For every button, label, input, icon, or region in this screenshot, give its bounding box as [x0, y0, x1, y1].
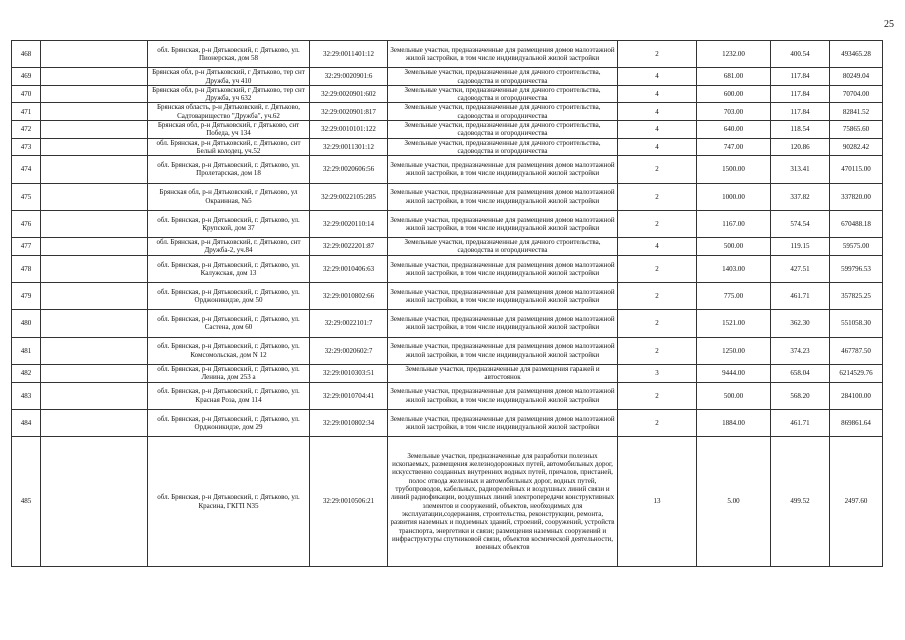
area-cell: 500.00: [697, 382, 771, 409]
table-row: [12, 156, 883, 183]
registry-body: [12, 41, 883, 567]
address-cell: обл. Брянская, р-н Дятьковский, г. Дятьково, ул. Комсомольская, дом N 12: [148, 337, 310, 364]
address-cell: обл. Брянская, р-н Дятьковский, г. Дятьково, ул. Пролетарская, дом 18: [148, 156, 310, 183]
specific-value-cell: 337.82: [771, 183, 830, 210]
cadastral-number-cell: 32:29:0011401:12: [310, 41, 388, 68]
blank-cell: [41, 85, 148, 103]
permitted-use-cell: Земельные участки, предназначенные для размещения домов малоэтажной жилой застройки, в том числе индивидуальной жилой застройки: [388, 337, 618, 364]
blank-cell: [41, 364, 148, 382]
cadastral-number-cell: 32:29:0010506:21: [310, 437, 388, 567]
use-group-cell: 4: [618, 103, 697, 121]
permitted-use-cell: Земельные участки, предназначенные для размещения домов малоэтажной жилой застройки, в том числе индивидуальной жилой застройки: [388, 255, 618, 282]
permitted-use-cell: Земельные участки, предназначенные для дачного строительства, садоводства и огородничества: [388, 85, 618, 103]
row-number-cell: 482: [12, 364, 41, 382]
blank-cell: [41, 409, 148, 436]
blank-cell: [41, 310, 148, 337]
cadastral-number-cell: 32:29:0020901:6: [310, 68, 388, 86]
address-cell: Брянская обл, р-н Дятьковский, г Дятьково, тер снт Дружба, уч 632: [148, 85, 310, 103]
table-row: [12, 238, 883, 256]
cadastral-number-cell: 32:29:0010406:63: [310, 255, 388, 282]
use-group-cell: 2: [618, 382, 697, 409]
use-group-cell: 2: [618, 337, 697, 364]
table-row: [12, 337, 883, 364]
cadastral-value-cell: 90282.42: [830, 138, 883, 156]
area-cell: 747.00: [697, 138, 771, 156]
cadastral-value-cell: 470115.00: [830, 156, 883, 183]
row-number-cell: 478: [12, 255, 41, 282]
cadastral-value-cell: 599796.53: [830, 255, 883, 282]
permitted-use-cell: Земельные участки, предназначенные для дачного строительства, садоводства и огородничества: [388, 238, 618, 256]
table-row: [12, 382, 883, 409]
blank-cell: [41, 103, 148, 121]
cadastral-number-cell: 32:29:0022101:7: [310, 310, 388, 337]
specific-value-cell: 499.52: [771, 437, 830, 567]
area-cell: 703.00: [697, 103, 771, 121]
row-number-cell: 480: [12, 310, 41, 337]
table-row: [12, 409, 883, 436]
blank-cell: [41, 138, 148, 156]
use-group-cell: 13: [618, 437, 697, 567]
row-number-cell: 474: [12, 156, 41, 183]
specific-value-cell: 120.86: [771, 138, 830, 156]
table-row: [12, 310, 883, 337]
area-cell: 640.00: [697, 121, 771, 139]
table-row: [12, 138, 883, 156]
table-row: [12, 68, 883, 86]
specific-value-cell: 374.23: [771, 337, 830, 364]
row-number-cell: 471: [12, 103, 41, 121]
area-cell: 1167.00: [697, 210, 771, 237]
use-group-cell: 4: [618, 85, 697, 103]
row-number-cell: 485: [12, 437, 41, 567]
permitted-use-cell: Земельные участки, предназначенные для размещения домов малоэтажной жилой застройки, в том числе индивидуальной жилой застройки: [388, 283, 618, 310]
blank-cell: [41, 255, 148, 282]
blank-cell: [41, 238, 148, 256]
use-group-cell: 4: [618, 68, 697, 86]
area-cell: 775.00: [697, 283, 771, 310]
cadastral-value-cell: 337820.00: [830, 183, 883, 210]
row-number-cell: 484: [12, 409, 41, 436]
table-row: [12, 121, 883, 139]
address-cell: обл. Брянская, р-н Дятьковский, г. Дятьково, ул. Крупской, дом 37: [148, 210, 310, 237]
specific-value-cell: 461.71: [771, 283, 830, 310]
area-cell: 600.00: [697, 85, 771, 103]
use-group-cell: 3: [618, 364, 697, 382]
address-cell: обл. Брянская, р-н Дятьковский, г. Дятьково, ул. Красная Роза, дом 114: [148, 382, 310, 409]
blank-cell: [41, 156, 148, 183]
cadastral-value-cell: 357825.25: [830, 283, 883, 310]
address-cell: обл. Брянская, р-н Дятьковский, г. Дятьково, снт Белый колодец, уч.52: [148, 138, 310, 156]
table-row: [12, 183, 883, 210]
page-number: 25: [884, 19, 894, 30]
area-cell: 1000.00: [697, 183, 771, 210]
use-group-cell: 4: [618, 238, 697, 256]
permitted-use-cell: Земельные участки, предназначенные для размещения домов малоэтажной жилой застройки, в том числе индивидуальной жилой застройки: [388, 210, 618, 237]
cadastral-value-cell: 59575.00: [830, 238, 883, 256]
cadastral-value-cell: 75865.60: [830, 121, 883, 139]
cadastral-value-cell: 82841.52: [830, 103, 883, 121]
use-group-cell: 2: [618, 283, 697, 310]
table-row: [12, 41, 883, 68]
cadastral-number-cell: 32:29:0020606:56: [310, 156, 388, 183]
permitted-use-cell: Земельные участки, предназначенные для размещения домов малоэтажной жилой застройки, в том числе индивидуальной жилой застройки: [388, 382, 618, 409]
blank-cell: [41, 337, 148, 364]
cadastral-number-cell: 32:29:0020901:817: [310, 103, 388, 121]
cadastral-value-cell: 2497.60: [830, 437, 883, 567]
area-cell: 1884.00: [697, 409, 771, 436]
cadastral-number-cell: 32:29:0011301:12: [310, 138, 388, 156]
blank-cell: [41, 437, 148, 567]
area-cell: 9444.00: [697, 364, 771, 382]
specific-value-cell: 117.84: [771, 68, 830, 86]
specific-value-cell: 400.54: [771, 41, 830, 68]
row-number-cell: 483: [12, 382, 41, 409]
area-cell: 5.00: [697, 437, 771, 567]
cadastral-value-cell: 467787.50: [830, 337, 883, 364]
cadastral-number-cell: 32:29:0010303:51: [310, 364, 388, 382]
row-number-cell: 473: [12, 138, 41, 156]
address-cell: обл. Брянская, р-н Дятьковский, г. Дятьково, ул. Пионерская, дом 58: [148, 41, 310, 68]
cadastral-number-cell: 32:29:0010704:41: [310, 382, 388, 409]
specific-value-cell: 117.84: [771, 85, 830, 103]
cadastral-number-cell: 32:29:0020602:7: [310, 337, 388, 364]
blank-cell: [41, 382, 148, 409]
area-cell: 1232.00: [697, 41, 771, 68]
cadastral-value-cell: 284100.00: [830, 382, 883, 409]
permitted-use-cell: Земельные участки, предназначенные для дачного строительства, садоводства и огородничества: [388, 138, 618, 156]
permitted-use-cell: Земельные участки, предназначенные для размещения домов малоэтажной жилой застройки, в том числе индивидуальной жилой застройки: [388, 156, 618, 183]
cadastral-number-cell: 32:29:0022105:285: [310, 183, 388, 210]
blank-cell: [41, 41, 148, 68]
permitted-use-cell: Земельные участки, предназначенные для размещения гаражей и автостоянок: [388, 364, 618, 382]
cadastral-value-cell: 80249.04: [830, 68, 883, 86]
cadastral-number-cell: 32:29:0010802:66: [310, 283, 388, 310]
permitted-use-cell: Земельные участки, предназначенные для дачного строительства, садоводства и огородничества: [388, 103, 618, 121]
table-row: [12, 255, 883, 282]
cadastral-value-cell: 493465.28: [830, 41, 883, 68]
cadastral-number-cell: 32:29:0022201:87: [310, 238, 388, 256]
specific-value-cell: 574.54: [771, 210, 830, 237]
use-group-cell: 2: [618, 183, 697, 210]
specific-value-cell: 568.20: [771, 382, 830, 409]
row-number-cell: 475: [12, 183, 41, 210]
use-group-cell: 4: [618, 138, 697, 156]
address-cell: Брянская обл, р-н Дятьковский, г Дятьково, тер снт Дружба, уч 410: [148, 68, 310, 86]
area-cell: 1403.00: [697, 255, 771, 282]
address-cell: обл. Брянская, р-н Дятьковский, г. Дятьково, ул. Красина, ГКГП N35: [148, 437, 310, 567]
table-row: [12, 210, 883, 237]
cadastral-number-cell: 32:29:0020110:14: [310, 210, 388, 237]
row-number-cell: 470: [12, 85, 41, 103]
address-cell: обл. Брянская, р-н Дятьковский, г. Дятьково, ул. Ленина, дом 253 а: [148, 364, 310, 382]
cadastral-number-cell: 32:29:0020901:602: [310, 85, 388, 103]
use-group-cell: 2: [618, 156, 697, 183]
use-group-cell: 4: [618, 121, 697, 139]
area-cell: 1250.00: [697, 337, 771, 364]
cadastral-number-cell: 32:29:0010101:122: [310, 121, 388, 139]
cadastral-value-cell: 70704.00: [830, 85, 883, 103]
specific-value-cell: 117.84: [771, 103, 830, 121]
specific-value-cell: 461.71: [771, 409, 830, 436]
area-cell: 500.00: [697, 238, 771, 256]
row-number-cell: 468: [12, 41, 41, 68]
permitted-use-cell: Земельные участки, предназначенные для разработки полезных ископаемых, размещения железнодорожных путей, автомобильных дорог, искусственно созданных внутренних водных путей, причалов, пристаней, полос отвода железных и автомобильных дорог, водных путей, трубопроводов, кабельных, радиорелейных и воздушных линий связи и линий радиофикации, воздушных линий электропередачи конструктивных элементов и сооружений, объектов, необходимых для эксплуатации,содержания, строительства, реконструкции, ремонта, развития наземных и подземных зданий, строений, сооружений, устройств транспорта, энергетики и связи; размещения наземных сооружений и инфраструктуры спутниковой связи, объектов космической деятельности, военных объектов: [388, 437, 618, 567]
table-row: [12, 103, 883, 121]
permitted-use-cell: Земельные участки, предназначенные для дачного строительства, садоводства и огородничества: [388, 68, 618, 86]
table-row: [12, 85, 883, 103]
area-cell: 681.00: [697, 68, 771, 86]
area-cell: 1521.00: [697, 310, 771, 337]
blank-cell: [41, 210, 148, 237]
use-group-cell: 2: [618, 41, 697, 68]
specific-value-cell: 119.15: [771, 238, 830, 256]
blank-cell: [41, 68, 148, 86]
row-number-cell: 481: [12, 337, 41, 364]
specific-value-cell: 658.04: [771, 364, 830, 382]
row-number-cell: 476: [12, 210, 41, 237]
blank-cell: [41, 283, 148, 310]
row-number-cell: 472: [12, 121, 41, 139]
address-cell: обл. Брянская, р-н Дятьковский, г. Дятьково, снт Дружба-2, уч.84: [148, 238, 310, 256]
cadastral-value-cell: 670488.18: [830, 210, 883, 237]
cadastral-value-cell: 6214529.76: [830, 364, 883, 382]
cadastral-number-cell: 32:29:0010802:34: [310, 409, 388, 436]
specific-value-cell: 427.51: [771, 255, 830, 282]
permitted-use-cell: Земельные участки, предназначенные для размещения домов малоэтажной жилой застройки, в том числе индивидуальной жилой застройки: [388, 183, 618, 210]
land-plot-registry-table: [11, 40, 883, 567]
use-group-cell: 2: [618, 210, 697, 237]
cadastral-value-cell: 869861.64: [830, 409, 883, 436]
permitted-use-cell: Земельные участки, предназначенные для размещения домов малоэтажной жилой застройки, в том числе индивидуальной жилой застройки: [388, 41, 618, 68]
address-cell: обл. Брянская, р-н Дятьковский, г. Дятьково, ул. Орджоникидзе, дом 50: [148, 283, 310, 310]
permitted-use-cell: Земельные участки, предназначенные для размещения домов малоэтажной жилой застройки, в том числе индивидуальной жилой застройки: [388, 310, 618, 337]
blank-cell: [41, 183, 148, 210]
address-cell: обл. Брянская, р-н Дятьковский, г. Дятьково, ул. Орджоникидзе, дом 29: [148, 409, 310, 436]
table-row: [12, 364, 883, 382]
cadastral-value-cell: 551058.30: [830, 310, 883, 337]
table-row: [12, 437, 883, 567]
address-cell: Брянская область, р-н Дятьковский, г. Дятьково, Садтоварищество "Дружба", уч.62: [148, 103, 310, 121]
area-cell: 1500.00: [697, 156, 771, 183]
address-cell: Брянская обл, р-н Дятьковский, г Дятьково, снт Победа, уч 134: [148, 121, 310, 139]
blank-cell: [41, 121, 148, 139]
row-number-cell: 469: [12, 68, 41, 86]
permitted-use-cell: Земельные участки, предназначенные для размещения домов малоэтажной жилой застройки, в том числе индивидуальной жилой застройки: [388, 409, 618, 436]
specific-value-cell: 362.30: [771, 310, 830, 337]
address-cell: обл. Брянская, р-н Дятьковский, г. Дятьково, ул. Калужская, дом 13: [148, 255, 310, 282]
table-row: [12, 283, 883, 310]
row-number-cell: 479: [12, 283, 41, 310]
use-group-cell: 2: [618, 255, 697, 282]
row-number-cell: 477: [12, 238, 41, 256]
permitted-use-cell: Земельные участки, предназначенные для дачного строительства, садоводства и огородничества: [388, 121, 618, 139]
specific-value-cell: 313.41: [771, 156, 830, 183]
specific-value-cell: 118.54: [771, 121, 830, 139]
address-cell: обл. Брянская, р-н Дятьковский, г. Дятьково, ул. Састена, дом 60: [148, 310, 310, 337]
address-cell: Брянская обл, р-н Дятьковский, г Дятьково, ул Окраинная, №5: [148, 183, 310, 210]
use-group-cell: 2: [618, 409, 697, 436]
use-group-cell: 2: [618, 310, 697, 337]
